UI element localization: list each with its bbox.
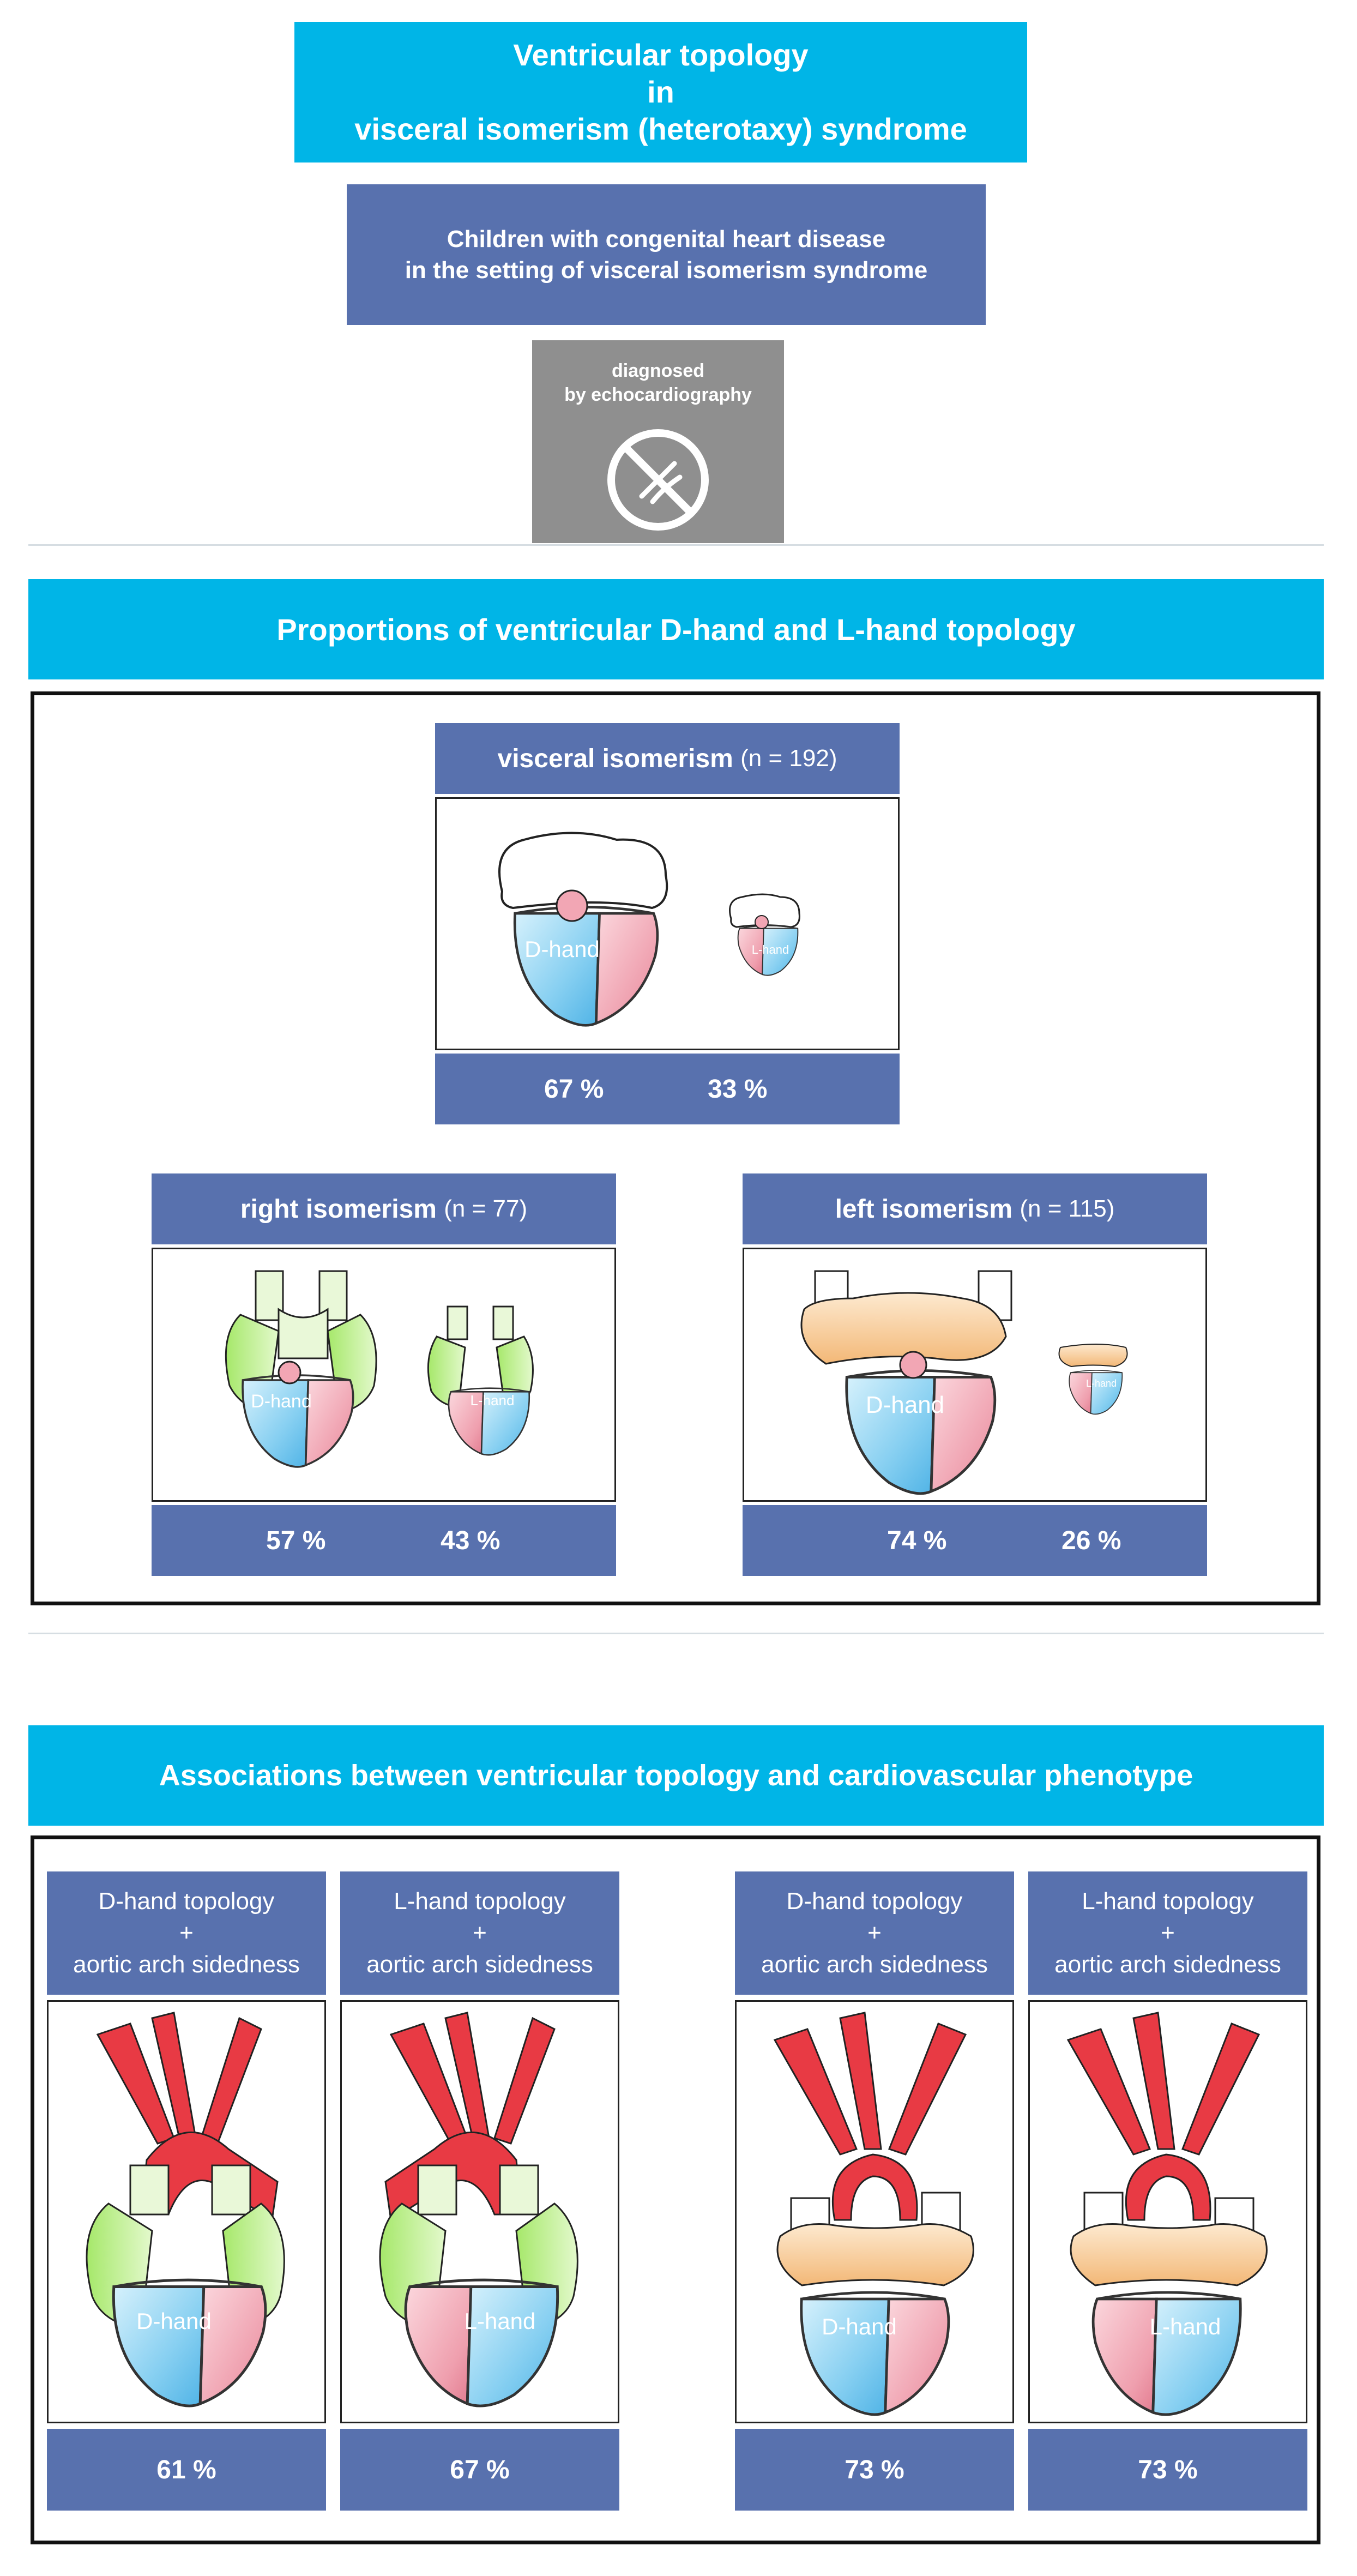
- panel-4-line-1: L-hand topology: [1082, 1887, 1254, 1915]
- right-label: [152, 1173, 616, 1244]
- panel-4-pct-text: 73 %: [1138, 2455, 1198, 2484]
- title-line-3: visceral isomerism (heterotaxy) syndrome: [354, 112, 967, 147]
- panel-1-line-1: D-hand topology: [98, 1887, 275, 1915]
- panel-1-pct: [47, 2429, 326, 2511]
- right-l-heart: [428, 1307, 533, 1455]
- subtitle-line-1: Children with congenital heart disease: [447, 225, 886, 252]
- panel-4-heart-label: L-hand: [1149, 2314, 1221, 2339]
- panel-3-plus: +: [867, 1919, 882, 1946]
- panel-4-image-box: [1028, 2000, 1307, 2423]
- visceral-d-label: D-hand: [524, 936, 600, 962]
- associations-heading: [28, 1725, 1324, 1826]
- right-hearts: [153, 1249, 614, 1500]
- panel-3-header: [735, 1871, 1014, 1995]
- proportions-heading-text: Proportions of ventricular D-hand and L-hand topology: [276, 612, 1076, 647]
- left-l-label: L-hand: [1085, 1378, 1117, 1389]
- panel-3-pct-text: 73 %: [845, 2455, 904, 2484]
- panel-2-heart-label: L-hand: [464, 2308, 536, 2334]
- panel-1-heart: [49, 2002, 324, 2422]
- proportions-heading: [28, 579, 1324, 679]
- panel-2-pct-text: 67 %: [450, 2455, 510, 2484]
- right-l-label: L-hand: [470, 1392, 515, 1409]
- panel-4-header: [1028, 1871, 1307, 1995]
- left-label: [743, 1173, 1207, 1244]
- visceral-d-heart: [499, 833, 667, 1026]
- panel-4-pct: [1028, 2429, 1307, 2511]
- visceral-l-pct: 33 %: [708, 1075, 768, 1104]
- left-l-pct: 26 %: [1062, 1526, 1121, 1555]
- visceral-l-label: L-hand: [751, 943, 789, 956]
- panel-4-plus: +: [1161, 1919, 1175, 1946]
- panel-1-image-box: [47, 2000, 326, 2423]
- panel-3-heart-label: D-hand: [822, 2314, 897, 2339]
- panel-1-pct-text: 61 %: [156, 2455, 216, 2484]
- visceral-image-box: [435, 797, 900, 1050]
- panel-2-header: [340, 1871, 619, 1995]
- visceral-d-pct: 67 %: [544, 1075, 604, 1104]
- left-d-label: D-hand: [865, 1392, 945, 1418]
- title-line-1: Ventricular topology: [513, 37, 809, 72]
- panel-4-heart: [1030, 2002, 1306, 2422]
- panel-4-line-3: aortic arch sidedness: [1054, 1951, 1281, 1978]
- left-label-text: left isomerism: [835, 1194, 1013, 1224]
- panel-2-line-1: L-hand topology: [394, 1887, 566, 1915]
- panel-1-heart-label: D-hand: [136, 2308, 212, 2334]
- left-hearts: [744, 1249, 1205, 1500]
- panel-3-pct: [735, 2429, 1014, 2511]
- visceral-hearts: [437, 799, 898, 1049]
- panel-3-heart: [737, 2002, 1012, 2422]
- right-pct-bar: [152, 1505, 616, 1576]
- right-d-pct: 57 %: [266, 1526, 326, 1555]
- title-line-2: in: [647, 74, 674, 109]
- left-d-heart: [801, 1271, 1011, 1494]
- diagnosis-box: [532, 340, 784, 543]
- divider-1: [28, 544, 1324, 546]
- left-d-pct: 74 %: [887, 1526, 947, 1555]
- right-d-heart: [226, 1271, 376, 1467]
- left-l-heart: [1059, 1344, 1127, 1414]
- visceral-pct-bar: [435, 1054, 900, 1124]
- panel-2-line-3: aortic arch sidedness: [366, 1951, 593, 1978]
- panel-1-plus: +: [179, 1919, 194, 1946]
- left-pct-bar: [743, 1505, 1207, 1576]
- diagnosis-line-2: by echocardiography: [564, 384, 752, 406]
- panel-3-line-3: aortic arch sidedness: [761, 1951, 988, 1978]
- page-title: [294, 22, 1027, 162]
- right-label-text: right isomerism: [240, 1194, 437, 1224]
- visceral-label: [435, 723, 900, 794]
- visceral-n: (n = 192): [740, 745, 837, 772]
- left-n: (n = 115): [1020, 1195, 1115, 1222]
- visceral-l-heart: [730, 894, 800, 976]
- panel-3-line-1: D-hand topology: [786, 1887, 963, 1915]
- divider-2: [28, 1633, 1324, 1634]
- visceral-label-text: visceral isomerism: [497, 744, 733, 773]
- panel-2-heart: [342, 2002, 618, 2422]
- panel-2-image-box: [340, 2000, 619, 2423]
- echo-probe-icon: [604, 425, 713, 534]
- panel-1-line-3: aortic arch sidedness: [73, 1951, 300, 1978]
- subtitle-line-2: in the setting of visceral isomerism syndrome: [405, 257, 928, 284]
- associations-heading-text: Associations between ventricular topology and cardiovascular phenotype: [159, 1759, 1193, 1792]
- panel-1-header: [47, 1871, 326, 1995]
- right-n: (n = 77): [444, 1195, 528, 1222]
- right-d-label: D-hand: [251, 1391, 312, 1412]
- diagnosis-line-1: diagnosed: [611, 360, 705, 381]
- right-l-pct: 43 %: [441, 1526, 500, 1555]
- left-image-box: [743, 1248, 1207, 1502]
- panel-2-plus: +: [473, 1919, 487, 1946]
- panel-3-image-box: [735, 2000, 1014, 2423]
- panel-2-pct: [340, 2429, 619, 2511]
- subtitle-box: [347, 184, 986, 325]
- right-image-box: [152, 1248, 616, 1502]
